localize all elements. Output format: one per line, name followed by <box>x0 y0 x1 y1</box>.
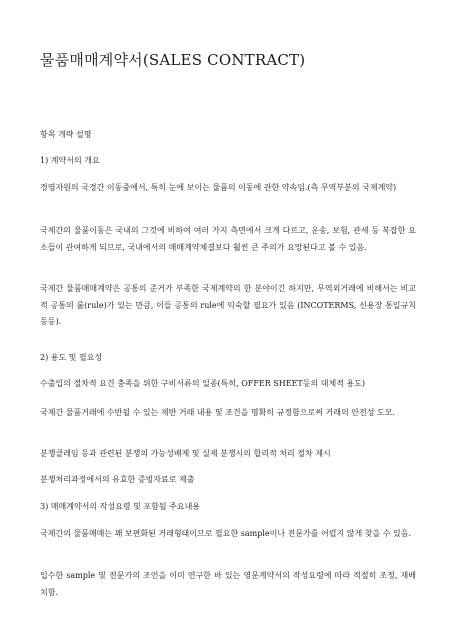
paragraph: 분쟁클레임 등과 관련된 분쟁의 가능성배제 및 실제 분쟁시의 합리적 처리 절차 제시 <box>40 449 331 458</box>
paragraph: 입수한 sample 및 전문가의 조언을 이미 연구한 바 있는 영문계약서의 작성요령에 따라 적절히 조정, 재배치함. <box>40 571 416 597</box>
paragraph: 분쟁처리과정에서의 유효한 증빙자료로 제출 <box>40 475 195 484</box>
paragraph: 국제간의 물품이동은 국내의 그것에 비하여 여러 가지 측면에서 크게 다르고, 운송, 보험, 관세 등 복잡한 요소들이 관여하게 되므로, 국내에서의 매매계약체결보다 훨씬 큰 주의가 요망된다고 볼 수 있음. <box>40 226 416 252</box>
paragraph: 국제간 물품매매계약은 공통의 준거가 부족한 국제계약의 한 분야이긴 하지만, 무역외거래에 비해서는 비교적 공통의 룰(rule)가 있는 만큼, 이들 공통의 rule에 익숙할 필요가 있음 (INCOTERMS, 신용장 통일규칙 등등). <box>40 284 416 326</box>
document-title: 물품매매계약서(SALES CONTRACT) <box>40 51 306 69</box>
paragraph: 국제간 물품거래에 수반될 수 있는 제반 거래 내용 및 조건을 명확히 규정함으로써 거래의 안전성 도모. <box>40 408 395 417</box>
section-label: 항목 개략 설명 <box>40 130 92 139</box>
paragraph: 수출입의 절차적 요건 충족을 위한 구비서류의 일종(특히, OFFER SHEET등의 대체적 용도) <box>40 379 366 388</box>
paragraph: 경영자원의 국경간 이동중에서, 특히 눈에 보이는 물품의 이동에 관한 약속임.(측 무역부분의 국제계약) <box>40 183 397 192</box>
section-heading-2: 2) 용도 및 필요성 <box>40 353 103 362</box>
paragraph: 국제간의 물품매매는 꽤 보편화된 거래형태이므로 필요한 sample이나 전문가를 어렵지 않게 찾을 수 있음. <box>40 529 412 538</box>
section-heading-3: 3) 매매계약서의 작성요령 및 포함될 주요내용 <box>40 502 201 511</box>
section-heading-1: 1) 계약서의 개요 <box>40 156 100 165</box>
